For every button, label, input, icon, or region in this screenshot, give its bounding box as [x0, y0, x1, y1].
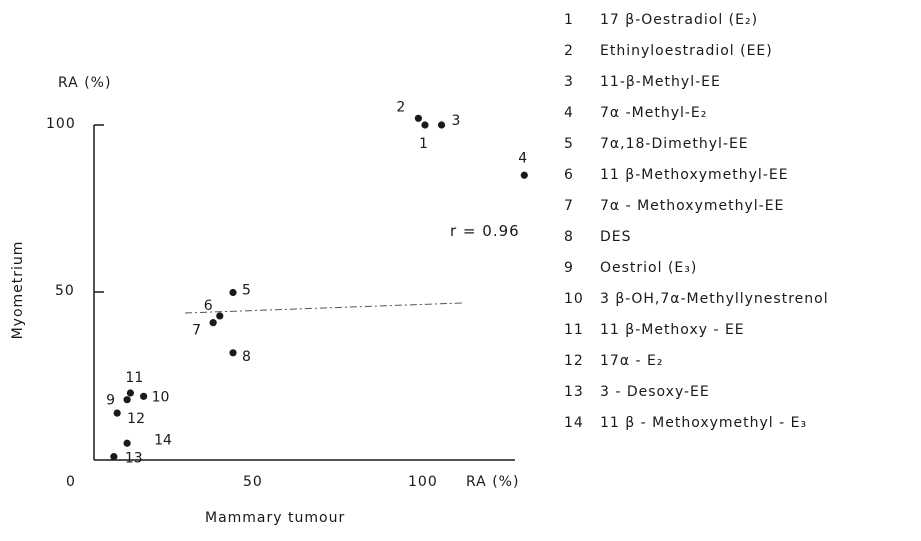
- point-label-5: 5: [242, 282, 251, 299]
- regression-line: [185, 303, 462, 313]
- point-label-1: 1: [419, 136, 428, 152]
- legend-compound-name: 7α - Methoxymethyl-EE: [600, 198, 785, 214]
- legend-number: 2: [564, 43, 574, 59]
- legend-number: 6: [564, 167, 574, 183]
- data-point-8: [229, 349, 236, 356]
- legend-compound-name: Ethinyloestradiol (EE): [600, 43, 773, 59]
- x-tick-label-50: 50: [243, 474, 263, 490]
- legend-compound-name: 11 β-Methoxymethyl-EE: [600, 167, 789, 183]
- legend-compound-name: DES: [600, 229, 632, 245]
- legend-item-4: [556, 103, 829, 134]
- legend-number: 4: [564, 105, 574, 121]
- point-label-3: 3: [451, 113, 461, 129]
- point-label-8: 8: [242, 348, 251, 365]
- point-label-4: 4: [518, 150, 528, 167]
- y-axis-label: Myometrium: [10, 240, 26, 340]
- data-point-6: [216, 312, 223, 319]
- legend-item-11: [556, 320, 829, 351]
- legend-compound-name: 11-β-Methyl-EE: [600, 74, 721, 90]
- legend-item-6: [556, 165, 829, 196]
- point-label-6: 6: [203, 297, 213, 314]
- legend-item-2: [556, 41, 829, 72]
- legend-number: 9: [564, 260, 574, 276]
- x-tick-label-100: 100: [408, 474, 438, 490]
- legend-item-3: [556, 72, 829, 103]
- data-point-9: [124, 396, 131, 403]
- data-point-12: [114, 410, 121, 417]
- point-label-2: 2: [396, 99, 406, 116]
- point-label-9: 9: [106, 392, 116, 409]
- data-point-13: [110, 453, 117, 460]
- point-label-12: 12: [127, 411, 145, 428]
- legend-item-8: [556, 227, 829, 258]
- legend-item-12: [556, 351, 829, 382]
- legend-item-5: [556, 134, 829, 165]
- legend-compound-name: 11 β-Methoxy - EE: [600, 322, 745, 338]
- legend-compound-name: 17α - E₂: [600, 353, 664, 369]
- legend-item-9: [556, 258, 829, 289]
- legend-item-10: [556, 289, 829, 320]
- legend-compound-name: 17 β-Oestradiol (E₂): [600, 12, 759, 28]
- data-point-10: [140, 393, 147, 400]
- data-point-11: [127, 389, 134, 396]
- y-tick-label-50: 50: [55, 283, 75, 299]
- data-point-5: [229, 289, 236, 296]
- point-label-7: 7: [192, 322, 202, 339]
- data-points: [106, 99, 528, 466]
- data-point-7: [210, 319, 217, 326]
- y-axis-unit: RA (%): [58, 75, 112, 91]
- x-axis-label: Mammary tumour: [205, 510, 346, 526]
- legend-item-13: [556, 382, 829, 413]
- legend-number: 10: [564, 291, 584, 307]
- legend-item-14: [556, 413, 829, 444]
- point-label-11: 11: [125, 370, 144, 386]
- x-tick-label-0: 0: [66, 474, 76, 490]
- legend-number: 14: [564, 415, 584, 431]
- point-label-10: 10: [151, 389, 170, 406]
- legend-compound-name: 3 - Desoxy-EE: [600, 384, 710, 400]
- compound-legend: [556, 10, 829, 444]
- legend-item-1: [556, 10, 829, 41]
- legend-number: 7: [564, 198, 574, 214]
- legend-compound-name: 7α -Methyl-E₂: [600, 105, 708, 121]
- data-point-4: [521, 172, 528, 179]
- y-tick-label-100: 100: [46, 116, 76, 132]
- legend-number: 5: [564, 136, 574, 152]
- legend-number: 8: [564, 229, 574, 245]
- legend-compound-name: 11 β - Methoxymethyl - E₃: [600, 415, 808, 431]
- data-point-2: [415, 115, 422, 122]
- point-label-13: 13: [124, 450, 143, 467]
- legend-compound-name: 7α,18-Dimethyl-EE: [600, 136, 749, 152]
- legend-compound-name: Oestriol (E₃): [600, 260, 698, 276]
- legend-number: 1: [564, 12, 574, 28]
- data-point-14: [124, 440, 131, 447]
- legend-number: 11: [564, 322, 584, 338]
- x-axis-unit: RA (%): [466, 474, 520, 490]
- legend-item-7: [556, 196, 829, 227]
- data-point-1: [421, 121, 428, 128]
- data-point-3: [438, 121, 445, 128]
- legend-number: 12: [564, 353, 584, 369]
- legend-compound-name: 3 β-OH,7α-Methyllynestrenol: [600, 291, 829, 307]
- legend-number: 13: [564, 384, 584, 400]
- point-label-14: 14: [154, 432, 172, 449]
- correlation-annotation: r = 0.96: [450, 222, 520, 240]
- legend-number: 3: [564, 74, 574, 90]
